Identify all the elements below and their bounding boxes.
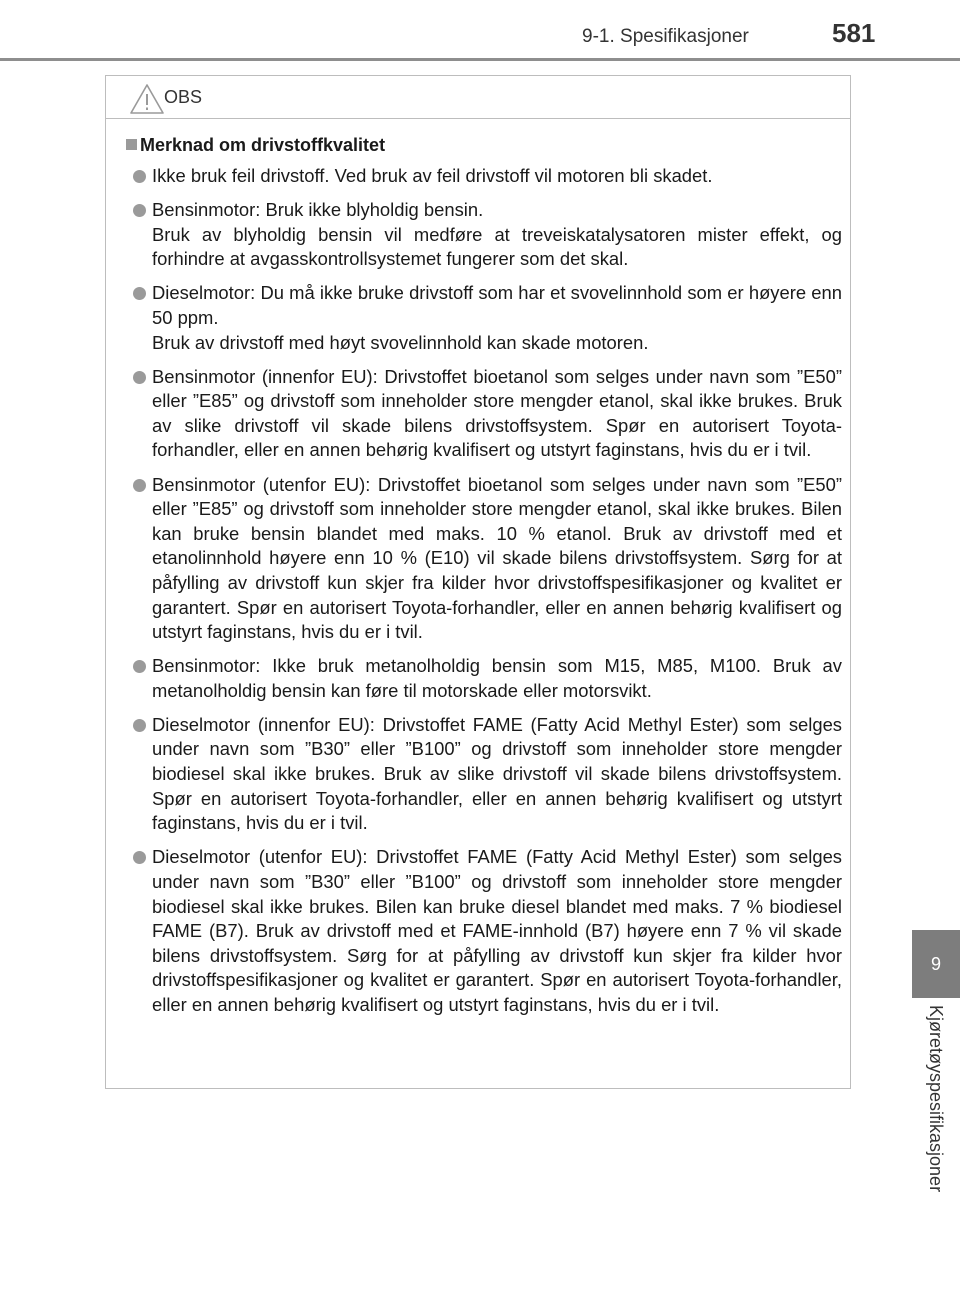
list-item-text: Dieselmotor (utenfor EU): Drivstoffet FAME (Fatty Acid Methyl Ester) som selges under navn som ”B30” eller ”B100” og drivstoff som inneholder store mengder biodiesel skal ikke brukes. Bilen kan bruke diesel blandet med maks. 7 % biodiesel FAME (B7). Bruk av drivstoff med et FAME-innhold (B7) høyere enn 7 % vil skade bilens drivstoffsystem. Sørg for at påfylling av drivstoff kun skjer fra kilder hvor drivstoffspesifikasjoner og kvalitet er garantert. Spør en autorisert Toyota-forhandler, eller en annen behørig kvalifisert og utstyrt faginstans, hvis du er i tvil. [152, 846, 842, 1015]
chapter-label [926, 1005, 956, 1255]
list-item [126, 164, 842, 189]
list-item-text: Bensinmotor: Ikke bruk metanolholdig bensin som M15, M85, M100. Bruk av metanolholdig bensin kan føre til motorskade eller motorsvikt. [152, 655, 842, 701]
list-item [126, 654, 842, 703]
bullet-dot-icon [133, 479, 146, 492]
notice-header [106, 76, 850, 119]
list-item [126, 198, 842, 272]
list-item-text: Bruk av blyholdig bensin vil medføre at treveiskatalysatoren mister effekt, og forhindre at avgasskontrollsystemet fungerer som det skal. [152, 223, 842, 270]
bullet-dot-icon [133, 719, 146, 732]
list-item [126, 281, 842, 355]
bullet-dot-icon [133, 371, 146, 384]
bullet-dot-icon [133, 204, 146, 217]
list-item-text: Ikke bruk feil drivstoff. Ved bruk av feil drivstoff vil motoren bli skadet. [152, 165, 713, 186]
chapter-tab: 9 [912, 930, 960, 998]
page-header [0, 0, 960, 62]
list-item [126, 365, 842, 463]
notice-label: OBS [164, 87, 203, 107]
notice-heading [126, 132, 842, 158]
notice-box [105, 75, 851, 1089]
list-item-text: Bensinmotor (innenfor EU): Drivstoffet bioetanol som selges under navn som ”E50” eller ”E85” og drivstoff som inneholder store mengder etanol, skal ikke brukes. Bruk av slike drivstoff vil skade bilens drivstoffsystem. Spør en autorisert Toyota-forhandler, eller en annen behørig kvalifisert og utstyrt faginstans, hvis du er i tvil. [152, 365, 842, 461]
list-item [126, 473, 842, 645]
page-number: 581 [832, 18, 876, 48]
list-item-text: Bruk av drivstoff med høyt svovelinnhold kan skade motoren. [152, 331, 649, 353]
list-item-text: Dieselmotor: Du må ikke bruke drivstoff som har et svovelinnhold som er høyere enn 50 ppm. [152, 282, 842, 328]
list-item-text: Dieselmotor (innenfor EU): Drivstoffet FAME (Fatty Acid Methyl Ester) som selges under navn som ”B30” eller ”B100” og drivstoff som inneholder store mengder biodiesel skal ikke brukes. Bruk av slike drivstoff vil skade bilens drivstoffsystem. Spør en autorisert Toyota-forhandler, eller en annen behørig kvalifisert og utstyrt faginstans, hvis du er i tvil. [152, 713, 842, 834]
header-rule [0, 58, 960, 61]
warning-triangle-icon [128, 82, 166, 116]
section-title: 9-1. Spesifikasjoner [582, 26, 749, 47]
notice-heading-text: Merknad om drivstoffkvalitet [140, 135, 386, 155]
bullet-dot-icon [133, 287, 146, 300]
bullet-dot-icon [133, 660, 146, 673]
bullet-dot-icon [133, 170, 146, 183]
chapter-label-text: Kjøretøyspesifikasjoner [926, 1005, 946, 1193]
square-bullet-icon [126, 139, 137, 150]
notice-content [126, 132, 842, 1027]
list-item-text: Bensinmotor: Bruk ikke blyholdig bensin. [152, 199, 484, 221]
bullet-list [126, 164, 842, 1018]
list-item-text: Bensinmotor (utenfor EU): Drivstoffet bioetanol som selges under navn som ”E50” eller ”E85” og drivstoff som inneholder store mengder etanol, skal ikke brukes. Bilen kan bruke bensin blandet med maks. 10 % etanol. Bruk av drivstoff med et etanolinnhold høyere enn 10 % (E10) vil skade bilens drivstoffsystem. Sørg for at påfylling av drivstoff kun skjer fra kilder hvor drivstoffspesifikasjoner og kvalitet er garantert. Spør en autorisert Toyota-forhandler, eller en annen behørig kvalifisert og utstyrt faginstans, hvis du er i tvil. [152, 473, 842, 643]
bullet-dot-icon [133, 851, 146, 864]
list-item [126, 845, 842, 1017]
list-item [126, 713, 842, 836]
